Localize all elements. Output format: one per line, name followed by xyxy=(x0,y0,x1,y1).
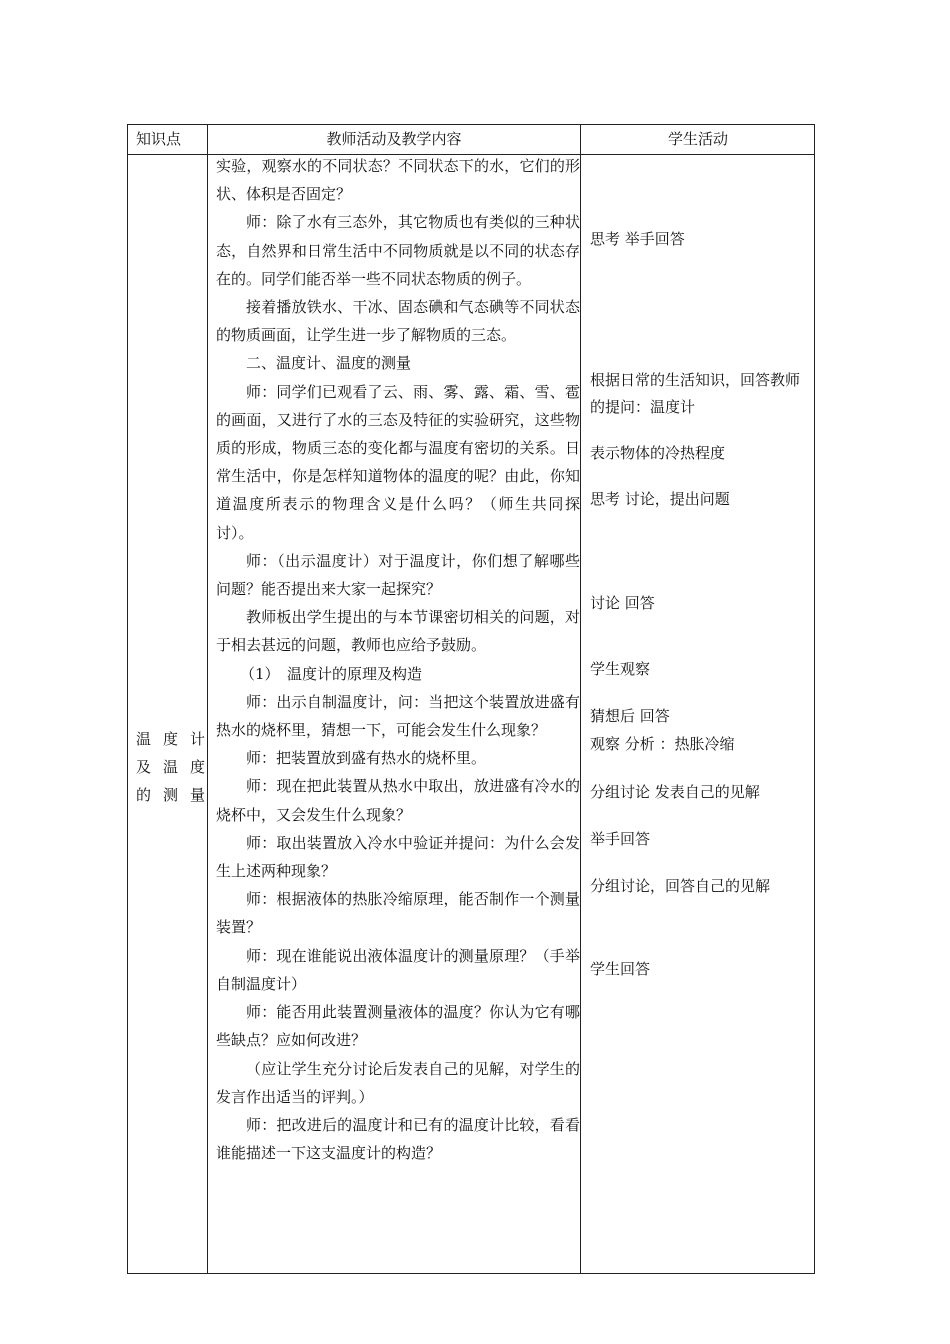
teacher-paragraph: 接着播放铁水、干冰、固态碘和气态碘等不同状态的物质画面，让学生进一步了解物质的三态。 xyxy=(216,298,580,345)
lesson-plan-table xyxy=(127,124,815,1274)
column-divider xyxy=(207,125,208,1273)
student-activity-item: 表示物体的冷热程度 xyxy=(590,444,726,462)
teacher-paragraph: 师：（出示温度计）对于温度计，你们想了解哪些问题？能否提出来大家一起探究？ xyxy=(216,551,580,599)
teacher-paragraph: 师：同学们已观看了云、雨、雾、露、霜、雪、雹的画面，又进行了水的三态及特征的实验研究，这些物质的形成，物质三态的变化都与温度有密切的关系。日常生活中，你是怎样知道物体的温度的呢？由此，你知道温度所表示的物理含义是什么吗？（师生共同探讨）。 xyxy=(216,382,580,542)
teacher-paragraph: 师：取出装置放入冷水中验证并提问：为什么会发生上述两种现象？ xyxy=(216,833,580,881)
teacher-paragraph: 师：现在把此装置从热水中取出，放进盛有冷水的烧杯中，又会发生什么现象？ xyxy=(216,777,580,824)
student-activity-item: 学生观察 xyxy=(590,660,651,678)
student-activity-item: 分组讨论 发表自己的见解 xyxy=(590,783,760,801)
student-activity-item: 思考 举手回答 xyxy=(590,230,685,248)
teacher-paragraph: 师：出示自制温度计，问：当把这个装置放进盛有热水的烧杯里，猜想一下，可能会发生什么现象？ xyxy=(216,692,580,740)
header-student-activity: 学生活动 xyxy=(667,130,728,148)
student-activity-item: 观察 分析 ：热胀冷缩 xyxy=(590,735,735,753)
knowledge-point-line: 的测量 xyxy=(136,786,206,804)
student-activity-item: 猜想后 回答 xyxy=(590,707,670,725)
student-activity-item: 学生回答 xyxy=(590,960,651,978)
teacher-paragraph: 师：现在谁能说出液体温度计的测量原理？（手举自制温度计） xyxy=(216,946,580,993)
column-divider xyxy=(580,125,581,1273)
teacher-paragraph: 师：把改进后的温度计和已有的温度计比较，看看谁能描述一下这支温度计的构造？ xyxy=(216,1115,580,1163)
section-heading: 二、温度计、温度的测量 xyxy=(246,354,412,373)
header-teacher-activity: 教师活动及教学内容 xyxy=(326,130,462,148)
teacher-paragraph: 师：能否用此装置测量液体的温度？你认为它有哪些缺点？应如何改进？ xyxy=(216,1003,580,1050)
teacher-paragraph: 师：根据液体的热胀冷缩原理，能否制作一个测量装置？ xyxy=(216,890,580,937)
teacher-paragraph: （应让学生充分讨论后发表自己的见解，对学生的发言作出适当的评判。） xyxy=(216,1059,580,1106)
knowledge-point-line: 及温度 xyxy=(136,758,206,776)
subsection-heading: （1） 温度计的原理及构造 xyxy=(240,664,423,683)
student-activity-item: 根据日常的生活知识，回答教师的提问：温度计 xyxy=(590,371,801,416)
header-knowledge-point: 知识点 xyxy=(136,130,182,148)
knowledge-point-line: 温度计 xyxy=(136,730,206,748)
student-activity-item: 分组讨论，回答自己的见解 xyxy=(590,877,771,895)
student-activity-item: 讨论 回答 xyxy=(590,594,655,612)
teacher-paragraph: 师：把装置放到盛有热水的烧杯里。 xyxy=(246,749,487,768)
teacher-activity-cell xyxy=(216,152,580,1167)
teacher-paragraph: 师：除了水有三态外，其它物质也有类似的三种状态，自然界和日常生活中不同物质就是以不同的状态存在的。同学们能否举一些不同状态物质的例子。 xyxy=(216,213,580,288)
student-activity-item: 思考 讨论，提出问题 xyxy=(590,490,730,508)
knowledge-point-cell xyxy=(136,725,206,809)
student-activity-item: 举手回答 xyxy=(590,830,651,848)
teacher-paragraph: 实验，观察水的不同状态？不同状态下的水，它们的形状、体积是否固定？ xyxy=(216,157,580,204)
teacher-paragraph: 教师板出学生提出的与本节课密切相关的问题，对于相去甚远的问题，教师也应给予鼓励。 xyxy=(216,608,580,655)
